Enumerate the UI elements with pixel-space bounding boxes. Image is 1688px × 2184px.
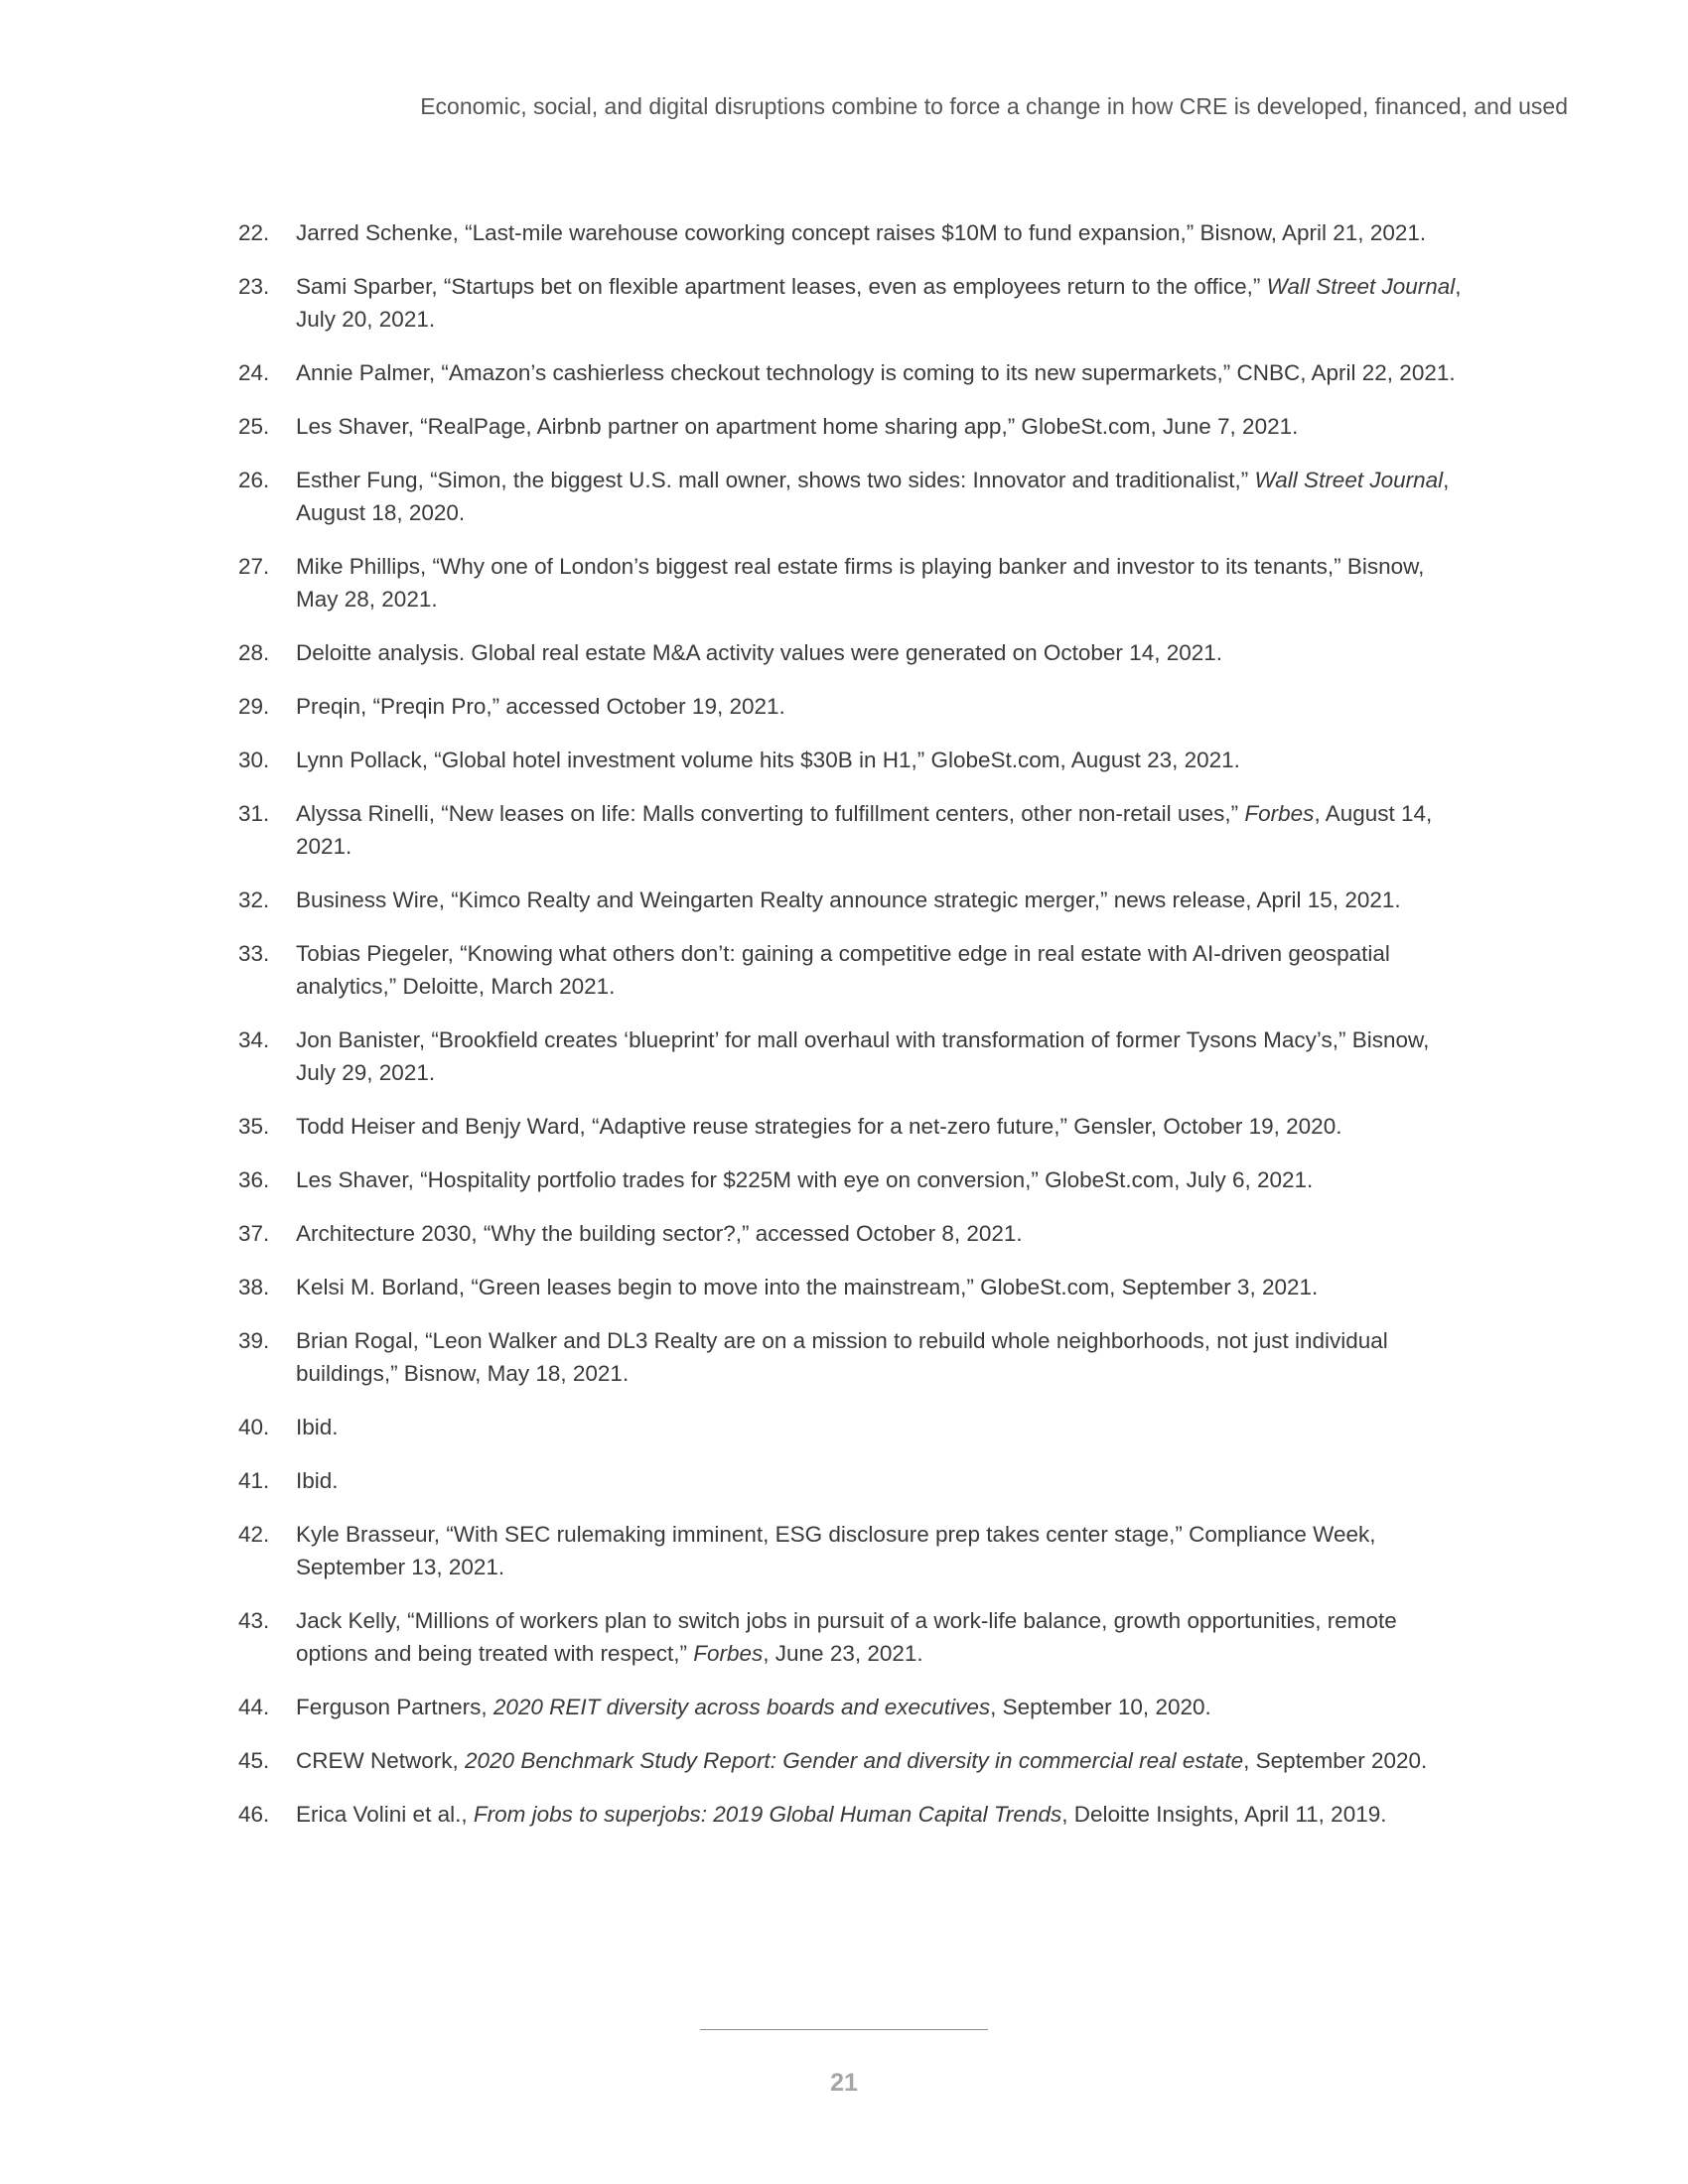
endnote-text-plain: Lynn Pollack, “Global hotel investment volume hits $30B in H1,” GlobeSt.com, August 23, 2021. [296, 748, 1240, 772]
endnote-text [296, 1691, 1468, 1723]
endnote [238, 937, 1470, 1003]
endnote-text-plain: Jack Kelly, “Millions of workers plan to switch jobs in pursuit of a work-life balance, growth opportunities, remote options and being treated with respect,” [296, 1608, 1397, 1666]
endnote-number: 27. [238, 554, 270, 579]
endnote-text-trailing: , June 23, 2021. [763, 1641, 923, 1666]
endnote [238, 410, 1470, 443]
endnote-text-plain: Brian Rogal, “Leon Walker and DL3 Realty are on a mission to rebuild whole neighborhoods, not just individual buildings,” Bisnow, May 18, 2021. [296, 1328, 1388, 1386]
endnote-text-plain: Annie Palmer, “Amazon’s cashierless checkout technology is coming to its new supermarkets,” CNBC, April 22, 2021. [296, 360, 1456, 385]
endnote-text [296, 937, 1468, 1003]
endnote-text-plain: Kelsi M. Borland, “Green leases begin to move into the mainstream,” GlobeSt.com, September 3, 2021. [296, 1275, 1319, 1299]
endnote [238, 1464, 1470, 1497]
endnote-text [296, 1110, 1468, 1143]
endnote-text-trailing: , August 14, 2021. [296, 801, 1433, 859]
endnote-text-italic: 2020 Benchmark Study Report: Gender and diversity in commercial real estate [465, 1748, 1244, 1773]
endnote [238, 1798, 1470, 1831]
endnote [238, 1217, 1470, 1250]
endnote-text-plain: Architecture 2030, “Why the building sector?,” accessed October 8, 2021. [296, 1221, 1023, 1246]
endnote-number: 33. [238, 941, 270, 966]
endnote-text [296, 356, 1468, 389]
endnote-number: 22. [238, 220, 270, 245]
endnote-text-plain: CREW Network, [296, 1748, 466, 1773]
endnote-text [296, 1217, 1468, 1250]
endnote-text-plain: Jarred Schenke, “Last-mile warehouse coworking concept raises $10M to fund expansion,” Bisnow, April 21, 2021. [296, 220, 1427, 245]
endnote-number: 43. [238, 1608, 270, 1633]
endnote-text-italic: Forbes [693, 1641, 764, 1666]
endnotes-list [238, 216, 1470, 1851]
endnote [238, 1110, 1470, 1143]
endnote-text-plain: Preqin, “Preqin Pro,” accessed October 19, 2021. [296, 694, 785, 719]
endnote [238, 797, 1470, 863]
endnote-text-plain: Ibid. [296, 1468, 339, 1493]
endnote-number: 30. [238, 748, 270, 772]
endnote-text [296, 464, 1468, 529]
endnote-text-italic: From jobs to superjobs: 2019 Global Human Capital Trends [473, 1802, 1062, 1827]
endnote-text [296, 270, 1468, 336]
endnote-text-plain: Jon Banister, “Brookfield creates ‘blueprint’ for mall overhaul with transformation of former Tysons Macy’s,” Bisnow, July 29, 2021. [296, 1027, 1430, 1085]
endnote-number: 25. [238, 414, 270, 439]
endnote-number: 34. [238, 1027, 270, 1052]
endnote [238, 464, 1470, 529]
endnote-text-plain: Deloitte analysis. Global real estate M&A activity values were generated on October 14, 2021. [296, 640, 1223, 665]
endnote-text-plain: Les Shaver, “Hospitality portfolio trades for $225M with eye on conversion,” GlobeSt.com, July 6, 2021. [296, 1167, 1314, 1192]
endnote-number: 26. [238, 468, 270, 492]
endnote-text-trailing: , September 10, 2020. [990, 1695, 1211, 1719]
endnote-text-plain: Tobias Piegeler, “Knowing what others don’t: gaining a competitive edge in real estate with AI-driven geospatial analytics,” Deloitte, March 2021. [296, 941, 1390, 999]
endnote-text [296, 690, 1468, 723]
endnote-text-trailing: , September 2020. [1243, 1748, 1428, 1773]
endnote-number: 41. [238, 1468, 270, 1493]
endnote [238, 216, 1470, 249]
endnote-text-plain: Ibid. [296, 1415, 339, 1439]
endnote-number: 45. [238, 1748, 270, 1773]
endnote [238, 1518, 1470, 1583]
endnote [238, 744, 1470, 776]
endnote-text [296, 410, 1468, 443]
endnote [238, 1744, 1470, 1777]
endnote [238, 884, 1470, 916]
endnote-text [296, 884, 1468, 916]
endnote-number: 24. [238, 360, 270, 385]
running-header: Economic, social, and digital disruptions combine to force a change in how CRE is developed, financed, and used [420, 93, 1568, 119]
endnote [238, 270, 1470, 336]
endnote-text-trailing: , July 20, 2021. [296, 274, 1462, 332]
endnote-number: 37. [238, 1221, 270, 1246]
endnote-text-italic: Wall Street Journal [1266, 274, 1456, 299]
endnote [238, 636, 1470, 669]
footer-divider [700, 2029, 988, 2030]
endnote-number: 42. [238, 1522, 270, 1547]
endnote-number: 31. [238, 801, 270, 826]
endnote-text-plain: Business Wire, “Kimco Realty and Weingarten Realty announce strategic merger,” news release, April 15, 2021. [296, 887, 1401, 912]
endnote-number: 40. [238, 1415, 270, 1439]
endnote [238, 690, 1470, 723]
endnote-text-plain: Sami Sparber, “Startups bet on flexible apartment leases, even as employees return to the office,” [296, 274, 1267, 299]
endnote-number: 39. [238, 1328, 270, 1353]
endnote [238, 1324, 1470, 1390]
endnote-text [296, 1464, 1468, 1497]
endnote-number: 23. [238, 274, 270, 299]
endnote-text [296, 1324, 1468, 1390]
endnote-text-italic: Wall Street Journal [1254, 468, 1444, 492]
endnote-text-plain: Ferguson Partners, [296, 1695, 493, 1719]
endnote-text-plain: Kyle Brasseur, “With SEC rulemaking imminent, ESG disclosure prep takes center stage,” Compliance Week, September 13, 2021. [296, 1522, 1376, 1579]
endnote [238, 356, 1470, 389]
endnote-number: 32. [238, 887, 270, 912]
endnote-text [296, 1798, 1468, 1831]
endnote-text [296, 1163, 1468, 1196]
endnote-text [296, 1518, 1468, 1583]
endnote-number: 35. [238, 1114, 270, 1139]
page-number: 21 [830, 2069, 858, 2097]
endnote [238, 1411, 1470, 1443]
endnote-text-plain: Alyssa Rinelli, “New leases on life: Malls converting to fulfillment centers, other non-retail uses,” [296, 801, 1245, 826]
endnote-text-italic: 2020 REIT diversity across boards and executives [492, 1695, 991, 1719]
endnote-text-plain: Les Shaver, “RealPage, Airbnb partner on apartment home sharing app,” GlobeSt.com, June 7, 2021. [296, 414, 1299, 439]
endnote-number: 28. [238, 640, 270, 665]
endnote-text [296, 744, 1468, 776]
endnote-text [296, 1411, 1468, 1443]
endnote-text-plain: Mike Phillips, “Why one of London’s biggest real estate firms is playing banker and investor to its tenants,” Bisnow, May 28, 2021. [296, 554, 1425, 612]
endnote-number: 29. [238, 694, 270, 719]
endnote-text [296, 1744, 1468, 1777]
endnote-text-trailing: , August 18, 2020. [296, 468, 1450, 525]
endnote-text [296, 636, 1468, 669]
endnote [238, 550, 1470, 615]
endnote-text [296, 1604, 1468, 1670]
endnote-number: 36. [238, 1167, 270, 1192]
endnote-number: 46. [238, 1802, 270, 1827]
endnote-text-plain: Esther Fung, “Simon, the biggest U.S. mall owner, shows two sides: Innovator and traditionalist,” [296, 468, 1255, 492]
endnote-text [296, 550, 1468, 615]
endnote [238, 1604, 1470, 1670]
endnote-number: 38. [238, 1275, 270, 1299]
endnote-text [296, 1271, 1468, 1303]
endnote-text-plain: Todd Heiser and Benjy Ward, “Adaptive reuse strategies for a net-zero future,” Gensler, October 19, 2020. [296, 1114, 1342, 1139]
endnote-text [296, 1024, 1468, 1089]
endnote-text-italic: Forbes [1244, 801, 1315, 826]
endnote-text-trailing: , Deloitte Insights, April 11, 2019. [1061, 1802, 1387, 1827]
endnote [238, 1163, 1470, 1196]
endnote-text [296, 797, 1468, 863]
endnote-text-plain: Erica Volini et al., [296, 1802, 474, 1827]
endnote-number: 44. [238, 1695, 270, 1719]
endnote-text [296, 216, 1468, 249]
endnote [238, 1271, 1470, 1303]
endnote [238, 1024, 1470, 1089]
endnote [238, 1691, 1470, 1723]
